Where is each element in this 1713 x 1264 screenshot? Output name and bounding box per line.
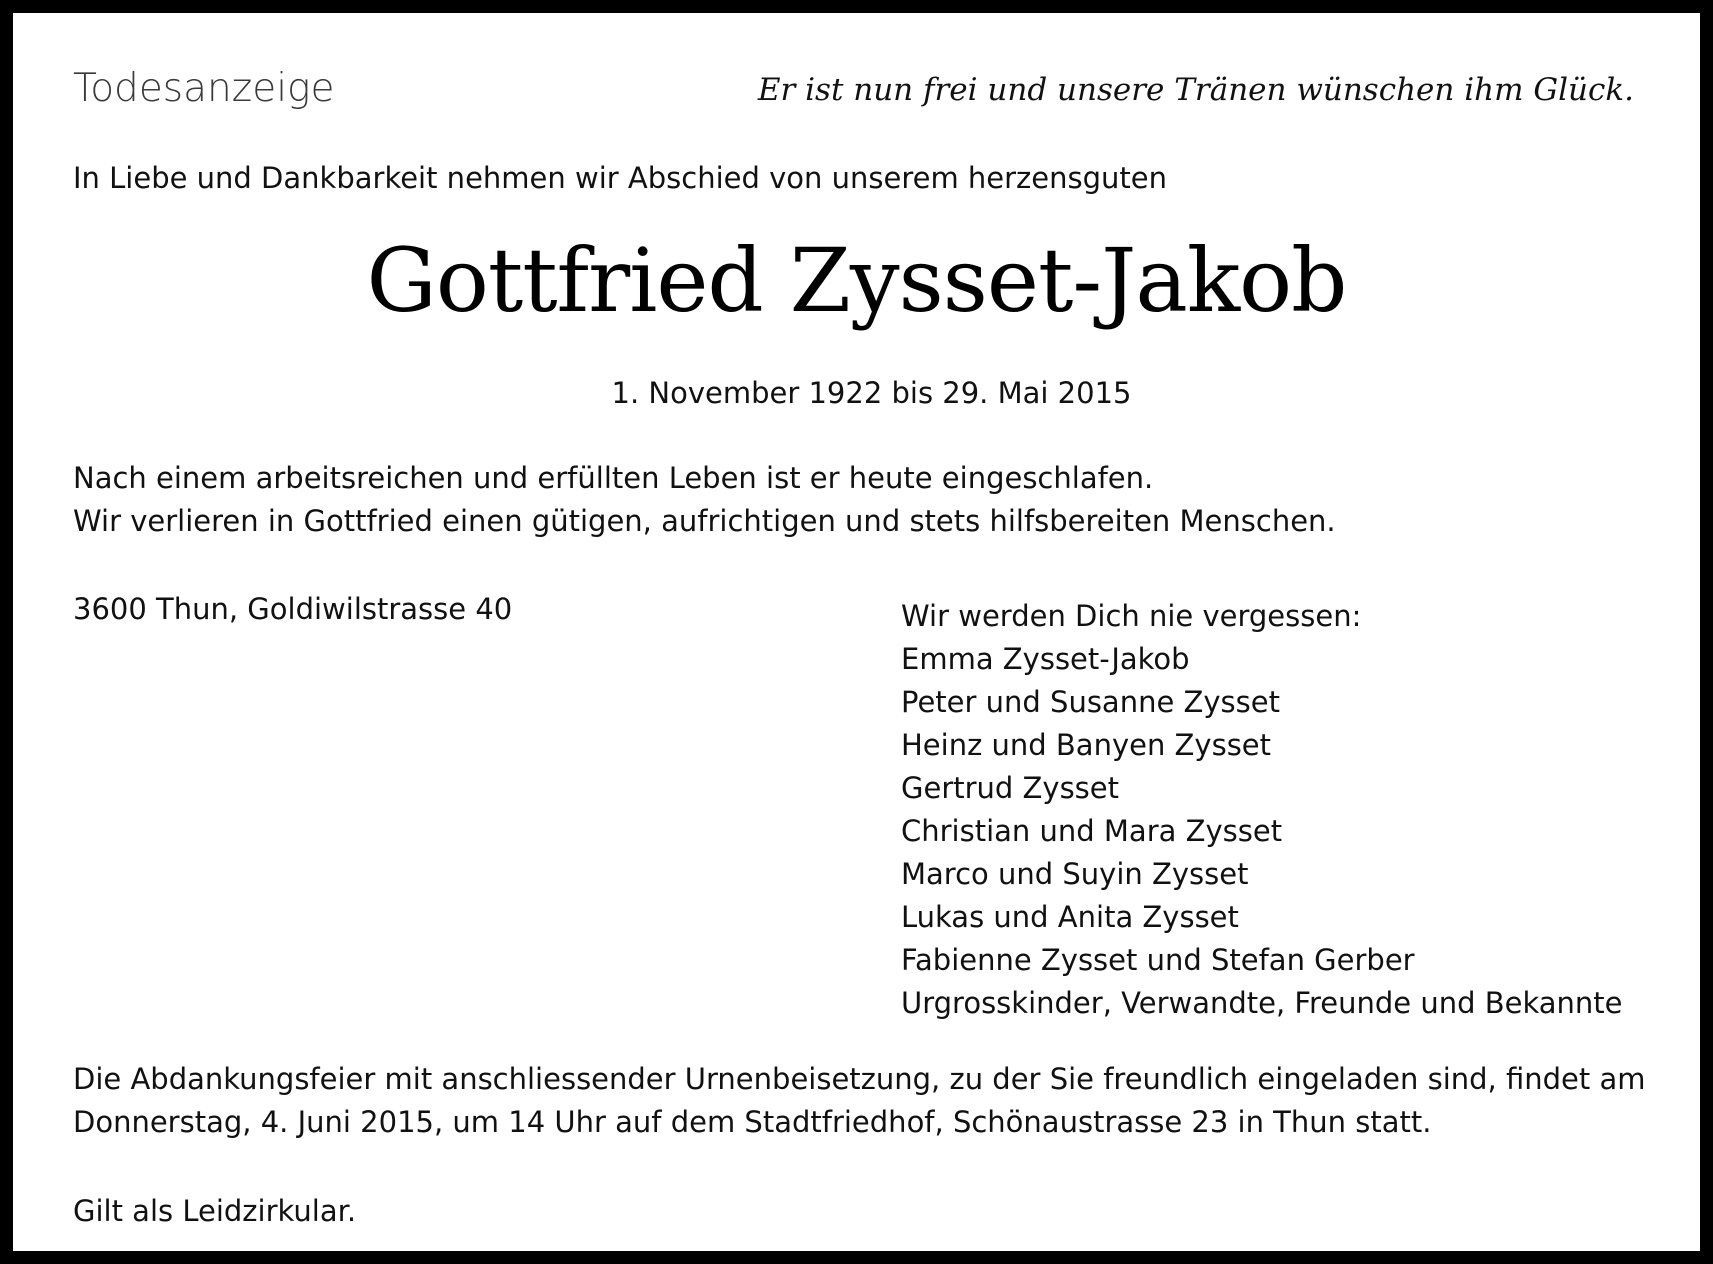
deceased-name: Gottfried Zysset-Jakob (366, 229, 1347, 332)
notice-label: Todesanzeige (73, 66, 335, 111)
mourner-name: Marco und Suyin Zysset (901, 857, 1249, 891)
body-line: Nach einem arbeitsreichen und erfüllten Leben ist er heute eingeschlafen. (73, 461, 1154, 495)
mourner-name: Gertrud Zysset (901, 771, 1119, 805)
body-line: Wir verlieren in Gottfried einen gütigen, aufrichtigen und stets hilfsbereiten Menschen. (73, 504, 1336, 538)
mourner-name: Lukas und Anita Zysset (901, 900, 1239, 934)
mourners-list (901, 595, 1623, 1025)
ceremony-line: Donnerstag, 4. Juni 2015, um 14 Uhr auf dem Stadtfriedhof, Schönaustrasse 23 in Thun statt. (73, 1105, 1432, 1139)
closing-note: Gilt als Leidzirkular. (73, 1194, 357, 1228)
mourner-name: Christian und Mara Zysset (901, 814, 1283, 848)
mourner-name: Peter und Susanne Zysset (901, 685, 1280, 719)
mourner-name: Fabienne Zysset und Stefan Gerber (901, 943, 1415, 977)
motto-quote: Er ist nun frei und unsere Tränen wünschen ihm Glück. (757, 72, 1634, 108)
life-dates: 1. November 1922 bis 29. Mai 2015 (611, 376, 1132, 410)
intro-text: In Liebe und Dankbarkeit nehmen wir Abschied von unserem herzensguten (73, 161, 1167, 195)
mourner-name: Heinz und Banyen Zysset (901, 728, 1272, 762)
mourners-heading: Wir werden Dich nie vergessen: (901, 599, 1362, 633)
address: 3600 Thun, Goldiwilstrasse 40 (73, 592, 513, 626)
mourner-name: Emma Zysset-Jakob (901, 642, 1190, 676)
ceremony-line: Die Abdankungsfeier mit anschliessender Urnenbeisetzung, zu der Sie freundlich eingeladen sind, findet am (73, 1062, 1646, 1096)
mourner-name: Urgrosskinder, Verwandte, Freunde und Bekannte (901, 986, 1623, 1020)
